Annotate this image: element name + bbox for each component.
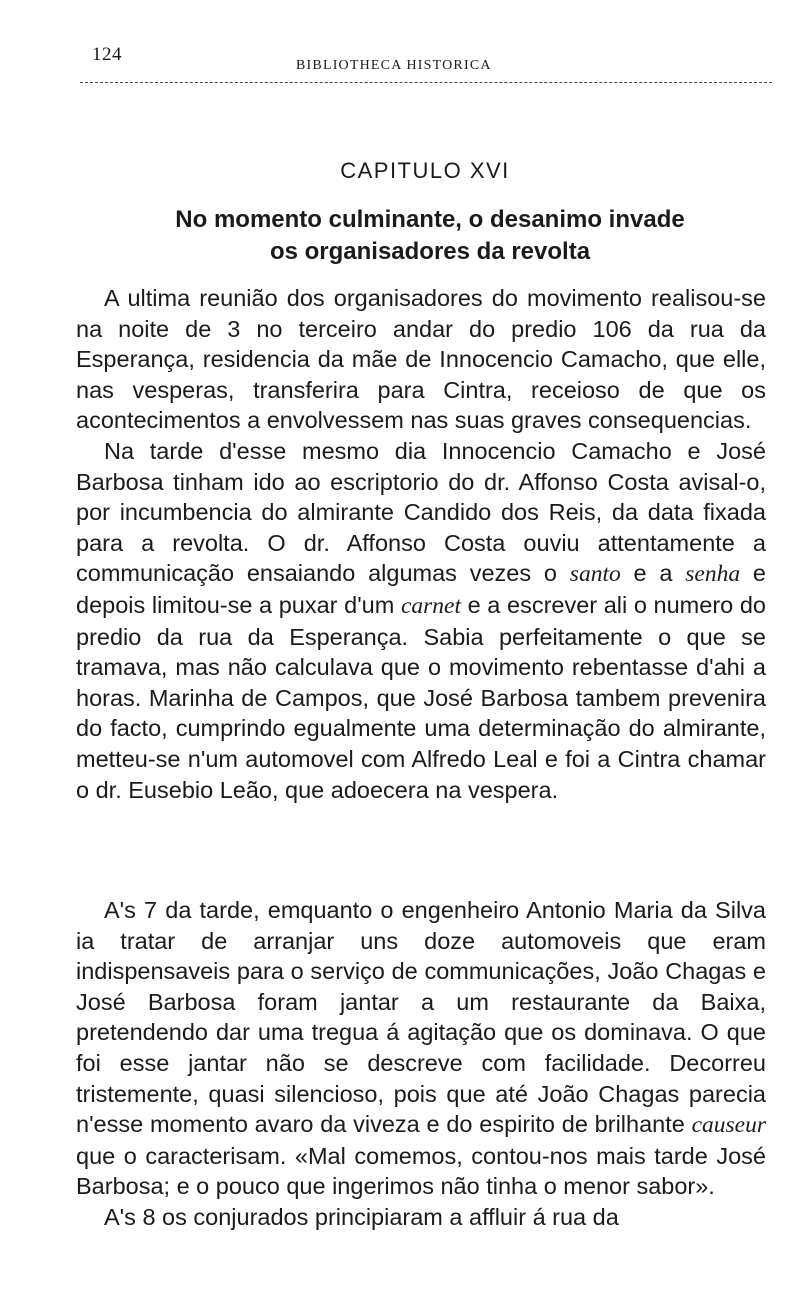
body-text-block-1 (76, 283, 766, 805)
italic-carnet: carnet (400, 592, 461, 619)
paragraph-3-part-a: A's 7 da tarde, emquanto o engenheiro Antonio Maria da Silva ia tratar de arranjar uns doze automoveis que eram indispensaveis para o serviço de communicações, João Chagas e José Barbosa foram jantar a um restaurante da Baixa, pretendendo dar uma tregua á agitação que os dominava. O que foi esse jantar não se descreve com facilidade. Decorreu tristemente, quasi silencioso, pois que até João Chagas parecia n'esse momento avaro da viveza e do espirito de brilhante (76, 897, 766, 1138)
paragraph-2-part-b: e a (620, 560, 686, 587)
body-text-block-2 (76, 895, 766, 1233)
paragraph-2-part-d: e a escrever ali o numero do predio da rua da Esperança. Sabia perfeitamente o que se tramava, mas não calculava que o movimento rebentasse d'ahi a horas. Marinha de Campos, que José Barbosa tambem prevenira do facto, cumprindo egualmente uma determinação do almirante, metteu-se n'um automovel com Alfredo Leal e foi a Cintra chamar o dr. Eusebio Leão, que adoecera na vespera. (76, 591, 766, 803)
chapter-title-line-1: No momento culminante, o desanimo invade (175, 206, 685, 233)
chapter-title-line-2: os organisadores da revolta (269, 238, 591, 265)
chapter-title (110, 204, 750, 268)
italic-senha: senha (685, 561, 741, 588)
italic-santo: santo (569, 561, 621, 588)
paragraph-2-part-c: e depois limitou-se a puxar d'um (76, 560, 766, 618)
chapter-heading: CAPITULO XVI (340, 158, 510, 183)
running-title: BIBLIOTHECA HISTORICA (296, 58, 492, 73)
page-number: 124 (92, 44, 122, 65)
paragraph-4: A's 8 os conjurados principiaram a affluir á rua da (104, 1203, 619, 1230)
paragraph-2-part-a: Na tarde d'esse mesmo dia Innocencio Camacho e José Barbosa tinham ido ao escriptorio do dr. Affonso Costa avisal-o, por incumbencia do almirante Candido dos Reis, da data fixada para a revolta. O dr. Affonso Costa ouviu attentamente a communicação ensaiando algumas vezes o (76, 437, 766, 587)
paragraph-1: A ultima reunião dos organisadores do movimento realisou-se na noite de 3 no terceiro andar do predio 106 da rua da Esperança, residencia da mãe de Innocencio Camacho, que elle, nas vesperas, transferira para Cintra, receioso de que os acontecimentos a envolvessem nas suas graves consequencias. (76, 285, 766, 434)
paragraph-2 (76, 436, 766, 805)
paragraph-3-part-b: que o caracterisam. «Mal comemos, contou-nos mais tarde José Barbosa; e o pouco que ingerimos não tinha o menor sabor». (76, 1142, 766, 1200)
header-rule (80, 82, 772, 83)
italic-causeur: causeur (691, 1112, 766, 1139)
paragraph-3 (76, 895, 766, 1202)
